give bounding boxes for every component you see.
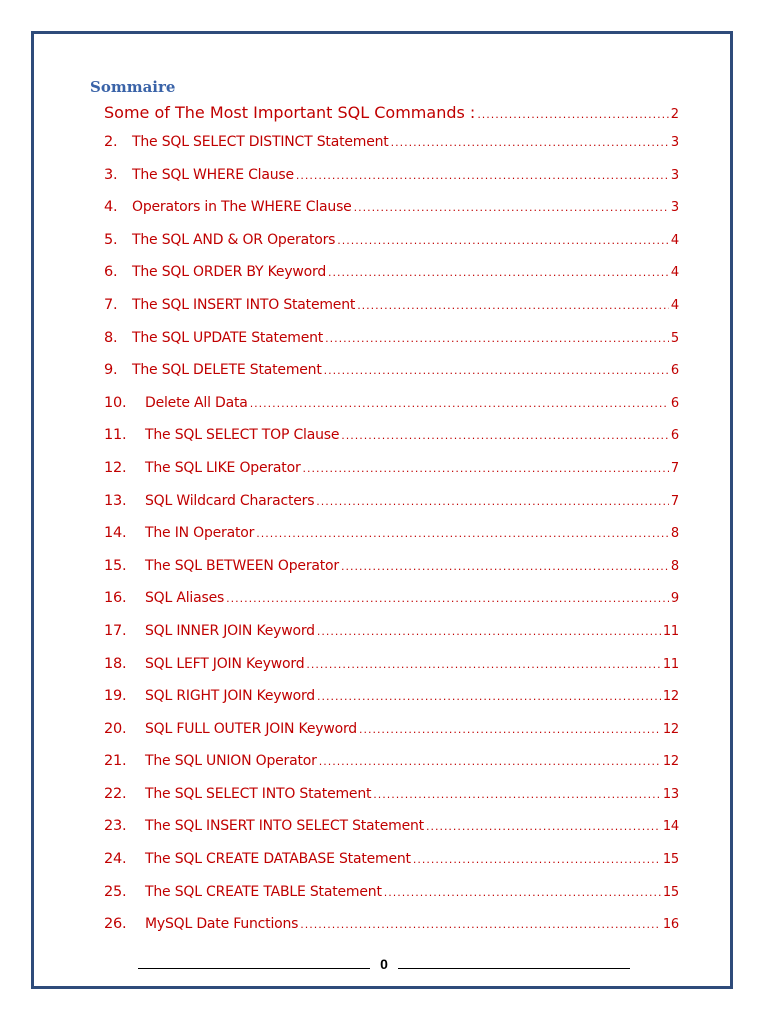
toc-entry-page: 4 bbox=[670, 265, 679, 281]
toc-entry-page: 7 bbox=[670, 460, 679, 476]
toc-entry-number: 22. bbox=[104, 785, 127, 802]
toc-entry-number: 25. bbox=[104, 883, 127, 900]
toc-entry-page: 15 bbox=[662, 852, 679, 868]
toc-leader-dots bbox=[357, 299, 669, 312]
toc-entry-text: The SQL SELECT DISTINCT Statement bbox=[132, 134, 389, 150]
toc-entry-number: 24. bbox=[104, 851, 127, 868]
toc-leader-dots bbox=[317, 625, 661, 638]
toc-entry[interactable] bbox=[104, 167, 679, 200]
toc-entry-number: 5. bbox=[104, 231, 118, 248]
toc-entry[interactable] bbox=[104, 818, 679, 851]
toc-entry-number: 12. bbox=[104, 459, 127, 476]
toc-entry-page: 7 bbox=[670, 493, 679, 509]
toc-leader-dots bbox=[303, 462, 669, 475]
toc-leader-dots bbox=[359, 723, 661, 736]
toc-entry-text: The IN Operator bbox=[145, 525, 255, 542]
toc-entry-text: The SQL INSERT INTO Statement bbox=[132, 296, 356, 313]
toc-entry[interactable] bbox=[104, 134, 679, 167]
toc-entry-text: The SQL WHERE Clause bbox=[132, 166, 294, 183]
toc-entry[interactable] bbox=[104, 395, 679, 428]
toc-entry-text: Delete All Data bbox=[145, 394, 248, 411]
toc-entry[interactable] bbox=[104, 558, 679, 591]
toc-entry-page: 3 bbox=[670, 200, 679, 216]
toc-entry[interactable] bbox=[104, 460, 679, 493]
toc-entry-text: SQL RIGHT JOIN Keyword bbox=[145, 688, 315, 705]
toc-entry-number: 3. bbox=[104, 166, 118, 183]
toc-leader-dots bbox=[226, 592, 669, 605]
toc-entry-number: 23. bbox=[104, 818, 127, 835]
toc-entry[interactable] bbox=[104, 427, 679, 460]
toc-entry[interactable] bbox=[104, 884, 679, 917]
toc-entry-page: 15 bbox=[662, 884, 679, 900]
toc-entry-number: 13. bbox=[104, 492, 127, 509]
toc-leader-dots bbox=[384, 886, 661, 899]
toc-entry-text: The SQL CREATE DATABASE Statement bbox=[145, 851, 411, 868]
page-footer bbox=[138, 956, 630, 972]
toc-entry-number: 2. bbox=[104, 134, 118, 150]
toc-leader-dots bbox=[391, 136, 669, 149]
toc-entry-page: 8 bbox=[670, 558, 679, 574]
toc-entry-text: The SQL SELECT TOP Clause bbox=[145, 427, 340, 444]
toc-leader-dots bbox=[300, 918, 661, 931]
toc-entry-number: 11. bbox=[104, 427, 127, 444]
toc-entry-number: 21. bbox=[104, 753, 127, 770]
toc-entry-text: SQL LEFT JOIN Keyword bbox=[145, 655, 305, 672]
toc-entry-text: The SQL UPDATE Statement bbox=[132, 329, 324, 346]
toc-entry-page: 16 bbox=[662, 917, 679, 933]
toc-entry-number: 19. bbox=[104, 688, 127, 705]
toc-leader-dots bbox=[256, 527, 669, 540]
toc-entry-page: 14 bbox=[662, 819, 679, 835]
toc-entry-text: SQL FULL OUTER JOIN Keyword bbox=[145, 720, 357, 737]
toc-entry-text: The SQL ORDER BY Keyword bbox=[132, 264, 327, 281]
footer-rule-right bbox=[398, 968, 630, 969]
toc-entry[interactable] bbox=[104, 721, 679, 754]
footer-page-number: 0 bbox=[380, 956, 388, 972]
toc-title-page: 2 bbox=[670, 107, 679, 122]
toc-leader-dots bbox=[250, 397, 669, 410]
toc-entry-page: 12 bbox=[662, 754, 679, 770]
toc-entry-page: 5 bbox=[670, 330, 679, 346]
toc-entry-number: 7. bbox=[104, 296, 118, 313]
toc-entry-page: 13 bbox=[662, 786, 679, 802]
toc-entry[interactable] bbox=[104, 493, 679, 526]
toc-leader-dots bbox=[354, 201, 669, 214]
toc-entry-page: 12 bbox=[662, 721, 679, 737]
toc-entry-page: 3 bbox=[670, 167, 679, 183]
toc-entry-number: 10. bbox=[104, 394, 127, 411]
toc-entry-page: 6 bbox=[670, 363, 679, 379]
toc-entry-number: 6. bbox=[104, 264, 118, 281]
toc-entry-page: 11 bbox=[662, 656, 679, 672]
toc-leader-dots bbox=[325, 332, 669, 345]
toc-entry[interactable] bbox=[104, 297, 679, 330]
toc-leader-dots bbox=[316, 495, 669, 508]
toc-entry-page: 9 bbox=[670, 591, 679, 607]
toc-entry-number: 8. bbox=[104, 329, 118, 346]
toc-entry-number: 18. bbox=[104, 655, 127, 672]
toc-entry[interactable] bbox=[104, 916, 679, 949]
toc-leader-dots bbox=[413, 853, 661, 866]
toc-entry[interactable] bbox=[104, 656, 679, 689]
toc-title-text: Some of The Most Important SQL Commands : bbox=[104, 103, 476, 122]
footer-rule-left bbox=[138, 968, 370, 969]
toc-entry[interactable] bbox=[104, 623, 679, 656]
toc-leader-dots bbox=[324, 364, 669, 377]
toc-title-entry[interactable] bbox=[104, 103, 679, 127]
toc-heading: Sommaire bbox=[90, 78, 176, 96]
toc-entry[interactable] bbox=[104, 199, 679, 232]
toc-entry-number: 15. bbox=[104, 557, 127, 574]
toc-entry-text: The SQL DELETE Statement bbox=[132, 362, 322, 379]
toc-entry-page: 6 bbox=[670, 428, 679, 444]
toc-entry-text: The SQL BETWEEN Operator bbox=[145, 557, 339, 574]
toc-leader-dots bbox=[337, 234, 669, 247]
toc-entry[interactable] bbox=[104, 753, 679, 786]
toc-entry-number: 14. bbox=[104, 525, 127, 542]
toc-leader-dots bbox=[319, 755, 661, 768]
toc-leader-dots bbox=[328, 266, 669, 279]
toc-entry-text: The SQL UNION Operator bbox=[145, 753, 317, 770]
toc-entry-text: The SQL CREATE TABLE Statement bbox=[145, 883, 382, 900]
toc-entry-number: 9. bbox=[104, 362, 118, 379]
toc-entry-page: 8 bbox=[670, 526, 679, 542]
toc-entry-page: 12 bbox=[662, 689, 679, 705]
toc-entry-text: The SQL INSERT INTO SELECT Statement bbox=[145, 818, 424, 835]
toc-entry[interactable] bbox=[104, 786, 679, 819]
toc-entry[interactable] bbox=[104, 688, 679, 721]
toc-leader-dots bbox=[373, 788, 661, 801]
toc-entry-page: 4 bbox=[670, 297, 679, 313]
toc-entry-number: 16. bbox=[104, 590, 127, 607]
toc-entry-text: The SQL SELECT INTO Statement bbox=[145, 785, 372, 802]
toc-entry-text: SQL INNER JOIN Keyword bbox=[145, 622, 315, 639]
toc-entry[interactable] bbox=[104, 590, 679, 623]
toc-entry-list bbox=[104, 134, 679, 949]
toc-entry[interactable] bbox=[104, 851, 679, 884]
toc-leader-dots bbox=[296, 169, 669, 182]
toc-leader-dots bbox=[477, 108, 668, 121]
toc-entry[interactable] bbox=[104, 362, 679, 395]
toc-leader-dots bbox=[341, 560, 669, 573]
toc-leader-dots bbox=[306, 658, 660, 671]
toc-entry-page: 11 bbox=[662, 623, 679, 639]
toc-entry-text: Operators in The WHERE Clause bbox=[132, 199, 352, 216]
toc-entry-page: 3 bbox=[670, 135, 679, 150]
toc-entry[interactable] bbox=[104, 264, 679, 297]
toc-entry-text: The SQL LIKE Operator bbox=[145, 459, 301, 476]
toc-entry-number: 17. bbox=[104, 622, 127, 639]
toc-entry-number: 4. bbox=[104, 199, 118, 216]
toc-entry-text: MySQL Date Functions bbox=[145, 916, 299, 933]
toc-leader-dots bbox=[426, 820, 661, 833]
toc-entry[interactable] bbox=[104, 525, 679, 558]
toc-entry-number: 26. bbox=[104, 916, 127, 933]
toc-entry[interactable] bbox=[104, 330, 679, 363]
toc-leader-dots bbox=[341, 429, 669, 442]
toc-entry-text: The SQL AND & OR Operators bbox=[132, 231, 336, 248]
toc-entry[interactable] bbox=[104, 232, 679, 265]
toc-entry-page: 4 bbox=[670, 232, 679, 248]
toc-entry-page: 6 bbox=[670, 395, 679, 411]
toc-entry-text: SQL Wildcard Characters bbox=[145, 492, 315, 509]
toc-entry-text: SQL Aliases bbox=[145, 590, 225, 607]
toc-leader-dots bbox=[317, 690, 661, 703]
toc-entry-number: 20. bbox=[104, 720, 127, 737]
